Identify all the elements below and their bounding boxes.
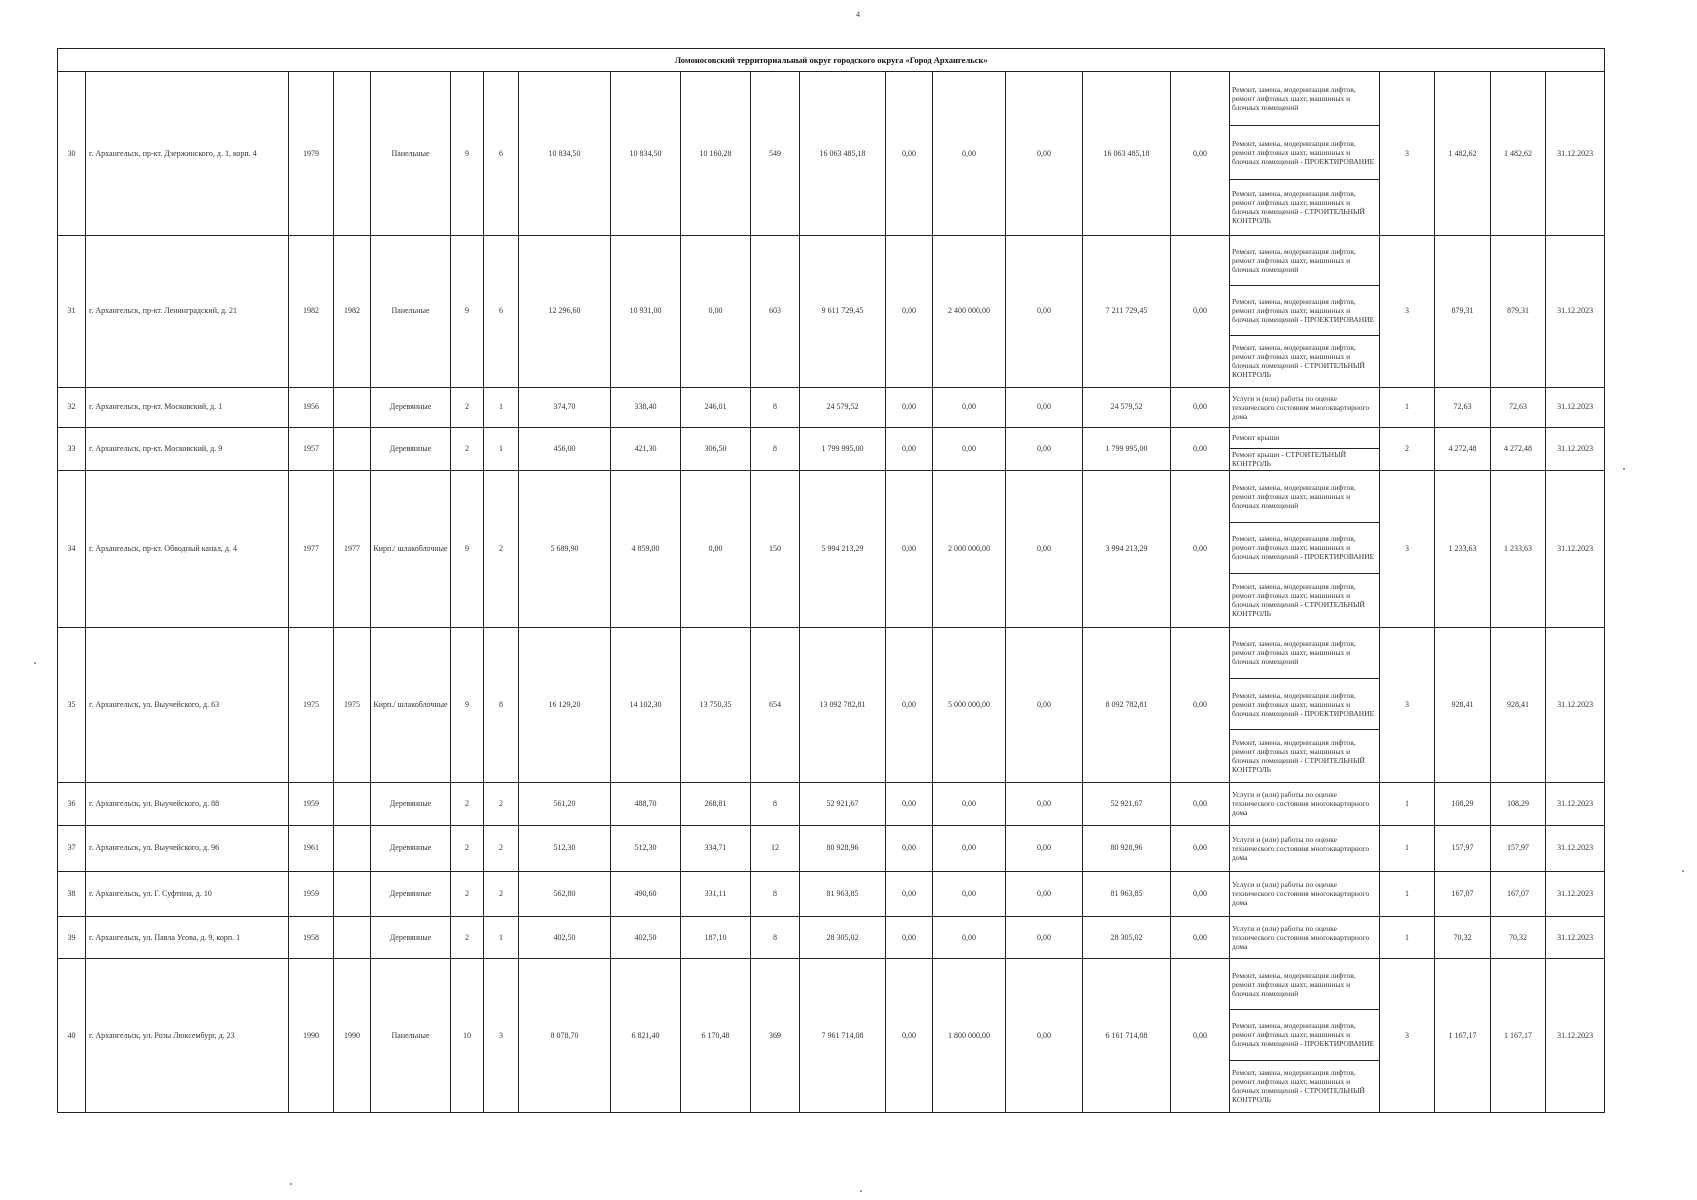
work-item: Услуги и (или) работы по оценке технического состояния многоквартирного дома: [1232, 880, 1370, 908]
cell-entrances: 2: [484, 783, 519, 825]
cell-floors: 9: [451, 72, 484, 236]
cell-works: [1230, 72, 1380, 236]
cell-fund-extra: 0,00: [1171, 72, 1230, 236]
cell-area-premises: 6 821,40: [611, 959, 681, 1113]
cell-fund-other: 0,00: [1006, 627, 1083, 783]
cell-year-reconstructed: [334, 72, 371, 236]
cell-cost-total: 24 579,52: [800, 387, 886, 427]
cell-address: г. Архангельск, пр-кт. Московский, д. 9: [86, 427, 289, 470]
cell-works-count: 1: [1380, 825, 1435, 871]
cell-floors: 2: [451, 387, 484, 427]
cell-fund-other: 0,00: [1006, 235, 1083, 387]
cell-total-area: 12 296,60: [519, 235, 611, 387]
cell-fund-municipal: 0,00: [933, 387, 1006, 427]
cell-area-residential: 10 160,28: [681, 72, 751, 236]
cell-no: 39: [58, 917, 86, 959]
cell-unit-cost-max: 1 482,62: [1491, 72, 1546, 236]
cell-fund-extra: 0,00: [1171, 471, 1230, 628]
cell-area-residential: 246,01: [681, 387, 751, 427]
cell-fund-state: 0,00: [886, 72, 933, 236]
cell-fund-owners: 7 211 729,45: [1083, 235, 1171, 387]
cell-cost-total: 1 799 995,00: [800, 427, 886, 470]
cell-wall-material: Панельные: [371, 959, 451, 1113]
cell-works-count: 3: [1380, 959, 1435, 1113]
cell-fund-state: 0,00: [886, 627, 933, 783]
cell-works-count: 3: [1380, 235, 1435, 387]
cell-fund-state: 0,00: [886, 235, 933, 387]
cell-works-count: 1: [1380, 387, 1435, 427]
cell-cost-total: 13 092 782,81: [800, 627, 886, 783]
cell-area-residential: 0,00: [681, 235, 751, 387]
cell-fund-state: 0,00: [886, 871, 933, 916]
cell-address: г. Архангельск, ул. Розы Люксембург, д. 23: [86, 959, 289, 1113]
cell-residents: 8: [751, 387, 800, 427]
cell-fund-municipal: 2 000 000,00: [933, 471, 1006, 628]
cell-works: [1230, 783, 1380, 825]
cell-fund-extra: 0,00: [1171, 235, 1230, 387]
table-row: [58, 427, 1605, 470]
cell-unit-cost-max: 1 167,17: [1491, 959, 1546, 1113]
cell-year-reconstructed: [334, 387, 371, 427]
cell-entrances: 1: [484, 387, 519, 427]
cell-fund-extra: 0,00: [1171, 825, 1230, 871]
cell-deadline: 31.12.2023: [1546, 387, 1605, 427]
cell-entrances: 6: [484, 235, 519, 387]
cell-deadline: 31.12.2023: [1546, 917, 1605, 959]
cell-fund-owners: 16 063 485,18: [1083, 72, 1171, 236]
cell-fund-municipal: 5 000 000,00: [933, 627, 1006, 783]
cell-total-area: 16 129,20: [519, 627, 611, 783]
cell-unit-cost-max: 167,07: [1491, 871, 1546, 916]
cell-year-built: 1956: [289, 387, 334, 427]
cell-fund-other: 0,00: [1006, 783, 1083, 825]
cell-total-area: 562,80: [519, 871, 611, 916]
cell-fund-municipal: 0,00: [933, 72, 1006, 236]
cell-works: [1230, 471, 1380, 628]
cell-year-built: 1958: [289, 917, 334, 959]
cell-residents: 8: [751, 427, 800, 470]
page-number: 4: [856, 10, 860, 19]
work-item: Ремонт, замена, модернизация лифтов, ремонт лифтовых шахт, машинных и блочных помещений - СТРОИТЕЛЬНЫЙ КОНТРОЛЬ: [1232, 342, 1365, 379]
cell-residents: 603: [751, 235, 800, 387]
cell-fund-owners: 8 092 782,81: [1083, 627, 1171, 783]
cell-area-residential: 187,10: [681, 917, 751, 959]
section-title: Ломоносовский территориальный округ городского округа «Город Архангельск»: [58, 49, 1605, 72]
cell-cost-total: 9 611 729,45: [800, 235, 886, 387]
cell-no: 31: [58, 235, 86, 387]
table-row: [58, 627, 1605, 783]
work-item: Услуги и (или) работы по оценке технического состояния многоквартирного дома: [1232, 834, 1370, 862]
work-item: Ремонт, замена, модернизация лифтов, ремонт лифтовых шахт, машинных и блочных помещений - СТРОИТЕЛЬНЫЙ КОНТРОЛЬ: [1232, 1067, 1365, 1104]
cell-total-area: 5 689,90: [519, 471, 611, 628]
cell-unit-cost-max: 70,32: [1491, 917, 1546, 959]
cell-address: г. Архангельск, ул. Выучейского, д. 63: [86, 627, 289, 783]
cell-fund-owners: 81 963,85: [1083, 871, 1171, 916]
cell-area-premises: 512,30: [611, 825, 681, 871]
cell-area-premises: 338,40: [611, 387, 681, 427]
table-row: [58, 387, 1605, 427]
cell-year-reconstructed: 1975: [334, 627, 371, 783]
work-item: Ремонт, замена, модернизация лифтов, ремонт лифтовых шахт, машинных и блочных помещений: [1230, 236, 1379, 286]
cell-floors: 9: [451, 471, 484, 628]
cell-area-premises: 421,30: [611, 427, 681, 470]
cell-residents: 150: [751, 471, 800, 628]
cell-fund-state: 0,00: [886, 427, 933, 470]
cell-deadline: 31.12.2023: [1546, 427, 1605, 470]
cell-entrances: 6: [484, 72, 519, 236]
cell-year-reconstructed: 1982: [334, 235, 371, 387]
work-item: Ремонт, замена, модернизация лифтов, ремонт лифтовых шахт, машинных и блочных помещений - ПРОЕКТИРОВАНИЕ: [1230, 679, 1379, 730]
cell-fund-owners: 28 305,02: [1083, 917, 1171, 959]
table-row: [58, 783, 1605, 825]
cell-year-reconstructed: [334, 825, 371, 871]
cell-floors: 10: [451, 959, 484, 1113]
cell-year-built: 1977: [289, 471, 334, 628]
cell-wall-material: Кирп./ шлакоблочные: [371, 471, 451, 628]
work-item: Ремонт, замена, модернизация лифтов, ремонт лифтовых шахт, машинных и блочных помещений - СТРОИТЕЛЬНЫЙ КОНТРОЛЬ: [1232, 189, 1365, 226]
cell-wall-material: Деревянные: [371, 387, 451, 427]
cell-fund-municipal: 0,00: [933, 871, 1006, 916]
cell-wall-material: Кирп./ шлакоблочные: [371, 627, 451, 783]
cell-year-reconstructed: [334, 427, 371, 470]
cell-wall-material: Панельные: [371, 72, 451, 236]
cell-fund-other: 0,00: [1006, 825, 1083, 871]
cell-cost-total: 28 305,02: [800, 917, 886, 959]
cell-year-reconstructed: 1977: [334, 471, 371, 628]
cell-works: [1230, 427, 1380, 470]
work-item: Ремонт, замена, модернизация лифтов, ремонт лифтовых шахт, машинных и блочных помещений - СТРОИТЕЛЬНЫЙ КОНТРОЛЬ: [1232, 582, 1365, 619]
cell-deadline: 31.12.2023: [1546, 783, 1605, 825]
cell-floors: 9: [451, 627, 484, 783]
cell-cost-total: 80 928,96: [800, 825, 886, 871]
cell-wall-material: Деревянные: [371, 783, 451, 825]
cell-year-built: 1979: [289, 72, 334, 236]
cell-unit-cost: 4 272,48: [1435, 427, 1491, 470]
cell-works-count: 3: [1380, 471, 1435, 628]
cell-works: [1230, 871, 1380, 916]
cell-works-count: 3: [1380, 72, 1435, 236]
cell-floors: 2: [451, 783, 484, 825]
cell-works-count: 2: [1380, 427, 1435, 470]
table-row: [58, 871, 1605, 916]
cell-total-area: 8 078,70: [519, 959, 611, 1113]
cell-area-residential: 13 750,35: [681, 627, 751, 783]
cell-residents: 8: [751, 871, 800, 916]
cell-year-built: 1975: [289, 627, 334, 783]
cell-fund-other: 0,00: [1006, 387, 1083, 427]
cell-wall-material: Деревянные: [371, 917, 451, 959]
cell-deadline: 31.12.2023: [1546, 235, 1605, 387]
work-item: Ремонт, замена, модернизация лифтов, ремонт лифтовых шахт, машинных и блочных помещений - ПРОЕКТИРОВАНИЕ: [1230, 286, 1379, 336]
cell-fund-municipal: 0,00: [933, 825, 1006, 871]
cell-area-premises: 10 834,50: [611, 72, 681, 236]
cell-unit-cost: 928,41: [1435, 627, 1491, 783]
cell-fund-owners: 52 921,67: [1083, 783, 1171, 825]
cell-fund-extra: 0,00: [1171, 959, 1230, 1113]
cell-residents: 8: [751, 917, 800, 959]
cell-fund-municipal: 0,00: [933, 783, 1006, 825]
cell-fund-state: 0,00: [886, 825, 933, 871]
cell-entrances: 2: [484, 825, 519, 871]
cell-entrances: 1: [484, 427, 519, 470]
cell-residents: 369: [751, 959, 800, 1113]
cell-wall-material: Панельные: [371, 235, 451, 387]
cell-total-area: 374,70: [519, 387, 611, 427]
cell-wall-material: Деревянные: [371, 825, 451, 871]
scan-speck: [1682, 870, 1684, 872]
work-item: Услуги и (или) работы по оценке технического состояния многоквартирного дома: [1232, 924, 1370, 952]
cell-floors: 2: [451, 427, 484, 470]
cell-unit-cost: 879,31: [1435, 235, 1491, 387]
cell-fund-state: 0,00: [886, 917, 933, 959]
table-row: [58, 235, 1605, 387]
work-item: Ремонт, замена, модернизация лифтов, ремонт лифтовых шахт, машинных и блочных помещений - ПРОЕКТИРОВАНИЕ: [1230, 1010, 1379, 1061]
cell-area-premises: 4 859,00: [611, 471, 681, 628]
work-item: Ремонт, замена, модернизация лифтов, ремонт лифтовых шахт, машинных и блочных помещений: [1230, 959, 1379, 1010]
cell-unit-cost: 1 167,17: [1435, 959, 1491, 1113]
cell-no: 32: [58, 387, 86, 427]
cell-unit-cost: 1 482,62: [1435, 72, 1491, 236]
cell-no: 30: [58, 72, 86, 236]
cell-area-premises: 490,60: [611, 871, 681, 916]
cell-fund-municipal: 0,00: [933, 427, 1006, 470]
cell-fund-extra: 0,00: [1171, 783, 1230, 825]
cell-year-reconstructed: [334, 871, 371, 916]
cell-fund-extra: 0,00: [1171, 627, 1230, 783]
cell-floors: 2: [451, 917, 484, 959]
cell-unit-cost: 167,07: [1435, 871, 1491, 916]
cell-total-area: 561,20: [519, 783, 611, 825]
cell-year-reconstructed: [334, 917, 371, 959]
cell-works: [1230, 825, 1380, 871]
cell-fund-other: 0,00: [1006, 917, 1083, 959]
cell-total-area: 512,30: [519, 825, 611, 871]
cell-area-residential: 334,71: [681, 825, 751, 871]
work-item: Ремонт, замена, модернизация лифтов, ремонт лифтовых шахт, машинных и блочных помещений - ПРОЕКТИРОВАНИЕ: [1230, 523, 1379, 575]
cell-fund-state: 0,00: [886, 959, 933, 1113]
table-row: [58, 825, 1605, 871]
cell-deadline: 31.12.2023: [1546, 72, 1605, 236]
cell-cost-total: 7 961 714,08: [800, 959, 886, 1113]
cell-year-built: 1982: [289, 235, 334, 387]
cell-cost-total: 81 963,85: [800, 871, 886, 916]
cell-unit-cost-max: 157,97: [1491, 825, 1546, 871]
cell-no: 37: [58, 825, 86, 871]
cell-deadline: 31.12.2023: [1546, 959, 1605, 1113]
cell-year-reconstructed: [334, 783, 371, 825]
cell-area-residential: 0,00: [681, 471, 751, 628]
cell-fund-owners: 80 928,96: [1083, 825, 1171, 871]
cell-address: г. Архангельск, ул. Выучейского, д. 96: [86, 825, 289, 871]
cell-fund-owners: 3 994 213,29: [1083, 471, 1171, 628]
cell-total-area: 456,00: [519, 427, 611, 470]
cell-address: г. Архангельск, пр-кт. Дзержинского, д. 1, корп. 4: [86, 72, 289, 236]
cell-unit-cost: 108,29: [1435, 783, 1491, 825]
cell-unit-cost: 70,32: [1435, 917, 1491, 959]
cell-year-built: 1959: [289, 871, 334, 916]
cell-works: [1230, 387, 1380, 427]
cell-no: 36: [58, 783, 86, 825]
cell-area-residential: 331,11: [681, 871, 751, 916]
cell-address: г. Архангельск, ул. Г. Суфтина, д. 10: [86, 871, 289, 916]
cell-fund-owners: 6 161 714,08: [1083, 959, 1171, 1113]
work-item: Услуги и (или) работы по оценке технического состояния многоквартирного дома: [1232, 393, 1370, 421]
capital-repair-register-table: [57, 48, 1605, 1113]
cell-entrances: 8: [484, 627, 519, 783]
cell-entrances: 2: [484, 471, 519, 628]
cell-works-count: 1: [1380, 917, 1435, 959]
cell-year-built: 1990: [289, 959, 334, 1113]
cell-fund-state: 0,00: [886, 387, 933, 427]
cell-fund-other: 0,00: [1006, 427, 1083, 470]
scan-speck: [290, 1183, 292, 1185]
table-row: [58, 72, 1605, 236]
cell-no: 33: [58, 427, 86, 470]
cell-fund-municipal: 1 800 000,00: [933, 959, 1006, 1113]
cell-deadline: 31.12.2023: [1546, 871, 1605, 916]
cell-works: [1230, 959, 1380, 1113]
cell-fund-state: 0,00: [886, 783, 933, 825]
cell-cost-total: 52 921,67: [800, 783, 886, 825]
cell-cost-total: 5 994 213,29: [800, 471, 886, 628]
cell-no: 35: [58, 627, 86, 783]
cell-works: [1230, 627, 1380, 783]
cell-address: г. Архангельск, пр-кт. Московский, д. 1: [86, 387, 289, 427]
work-item: Услуги и (или) работы по оценке технического состояния многоквартирного дома: [1232, 790, 1370, 818]
cell-deadline: 31.12.2023: [1546, 471, 1605, 628]
work-item: Ремонт крыши - СТРОИТЕЛЬНЫЙ КОНТРОЛЬ: [1232, 450, 1347, 469]
cell-residents: 654: [751, 627, 800, 783]
cell-unit-cost-max: 4 272,48: [1491, 427, 1546, 470]
cell-deadline: 31.12.2023: [1546, 627, 1605, 783]
cell-total-area: 402,50: [519, 917, 611, 959]
cell-unit-cost-max: 1 233,63: [1491, 471, 1546, 628]
cell-address: г. Архангельск, ул. Павла Усова, д. 9, корп. 1: [86, 917, 289, 959]
cell-cost-total: 16 063 485,18: [800, 72, 886, 236]
cell-residents: 12: [751, 825, 800, 871]
cell-unit-cost: 72,63: [1435, 387, 1491, 427]
cell-fund-other: 0,00: [1006, 471, 1083, 628]
cell-unit-cost-max: 108,29: [1491, 783, 1546, 825]
cell-no: 38: [58, 871, 86, 916]
cell-unit-cost: 157,97: [1435, 825, 1491, 871]
cell-address: г. Архангельск, ул. Выучейского, д. 88: [86, 783, 289, 825]
cell-area-residential: 268,81: [681, 783, 751, 825]
cell-area-premises: 10 931,00: [611, 235, 681, 387]
cell-no: 34: [58, 471, 86, 628]
cell-entrances: 2: [484, 871, 519, 916]
cell-floors: 2: [451, 871, 484, 916]
cell-year-reconstructed: 1990: [334, 959, 371, 1113]
cell-fund-extra: 0,00: [1171, 387, 1230, 427]
cell-floors: 9: [451, 235, 484, 387]
cell-no: 40: [58, 959, 86, 1113]
cell-fund-other: 0,00: [1006, 959, 1083, 1113]
cell-year-built: 1957: [289, 427, 334, 470]
section-header-row: [58, 49, 1605, 72]
cell-unit-cost: 1 233,63: [1435, 471, 1491, 628]
cell-fund-municipal: 0,00: [933, 917, 1006, 959]
cell-fund-owners: 1 799 995,00: [1083, 427, 1171, 470]
work-item: Ремонт, замена, модернизация лифтов, ремонт лифтовых шахт, машинных и блочных помещений - ПРОЕКТИРОВАНИЕ: [1230, 126, 1379, 180]
cell-area-premises: 402,50: [611, 917, 681, 959]
cell-works-count: 1: [1380, 871, 1435, 916]
cell-residents: 8: [751, 783, 800, 825]
scan-speck: [34, 662, 36, 664]
cell-unit-cost-max: 879,31: [1491, 235, 1546, 387]
cell-year-built: 1961: [289, 825, 334, 871]
cell-fund-owners: 24 579,52: [1083, 387, 1171, 427]
cell-works: [1230, 917, 1380, 959]
cell-deadline: 31.12.2023: [1546, 825, 1605, 871]
cell-address: г. Архангельск, пр-кт. Обводный канал, д. 4: [86, 471, 289, 628]
cell-fund-other: 0,00: [1006, 871, 1083, 916]
cell-total-area: 10 834,50: [519, 72, 611, 236]
cell-fund-extra: 0,00: [1171, 917, 1230, 959]
work-item: Ремонт крыши: [1230, 428, 1379, 449]
cell-wall-material: Деревянные: [371, 427, 451, 470]
table-row: [58, 917, 1605, 959]
cell-area-premises: 488,70: [611, 783, 681, 825]
cell-address: г. Архангельск, пр-кт. Ленинградский, д. 21: [86, 235, 289, 387]
cell-works-count: 1: [1380, 783, 1435, 825]
cell-area-residential: 306,50: [681, 427, 751, 470]
table-row: [58, 959, 1605, 1113]
cell-fund-other: 0,00: [1006, 72, 1083, 236]
work-item: Ремонт, замена, модернизация лифтов, ремонт лифтовых шахт, машинных и блочных помещений - СТРОИТЕЛЬНЫЙ КОНТРОЛЬ: [1232, 738, 1365, 775]
table-row: [58, 471, 1605, 628]
cell-unit-cost-max: 72,63: [1491, 387, 1546, 427]
cell-wall-material: Деревянные: [371, 871, 451, 916]
cell-works-count: 3: [1380, 627, 1435, 783]
cell-unit-cost-max: 928,41: [1491, 627, 1546, 783]
work-item: Ремонт, замена, модернизация лифтов, ремонт лифтовых шахт, машинных и блочных помещений: [1230, 628, 1379, 679]
work-item: Ремонт, замена, модернизация лифтов, ремонт лифтовых шахт, машинных и блочных помещений: [1230, 72, 1379, 126]
cell-entrances: 1: [484, 917, 519, 959]
work-item: Ремонт, замена, модернизация лифтов, ремонт лифтовых шахт, машинных и блочных помещений: [1230, 471, 1379, 523]
cell-entrances: 3: [484, 959, 519, 1113]
cell-works: [1230, 235, 1380, 387]
cell-year-built: 1959: [289, 783, 334, 825]
scan-speck: [860, 1190, 862, 1192]
cell-area-premises: 14 102,30: [611, 627, 681, 783]
cell-residents: 549: [751, 72, 800, 236]
scan-speck: [1623, 468, 1625, 470]
cell-fund-municipal: 2 400 000,00: [933, 235, 1006, 387]
cell-fund-extra: 0,00: [1171, 871, 1230, 916]
cell-area-residential: 6 170,48: [681, 959, 751, 1113]
cell-floors: 2: [451, 825, 484, 871]
cell-fund-state: 0,00: [886, 471, 933, 628]
cell-fund-extra: 0,00: [1171, 427, 1230, 470]
